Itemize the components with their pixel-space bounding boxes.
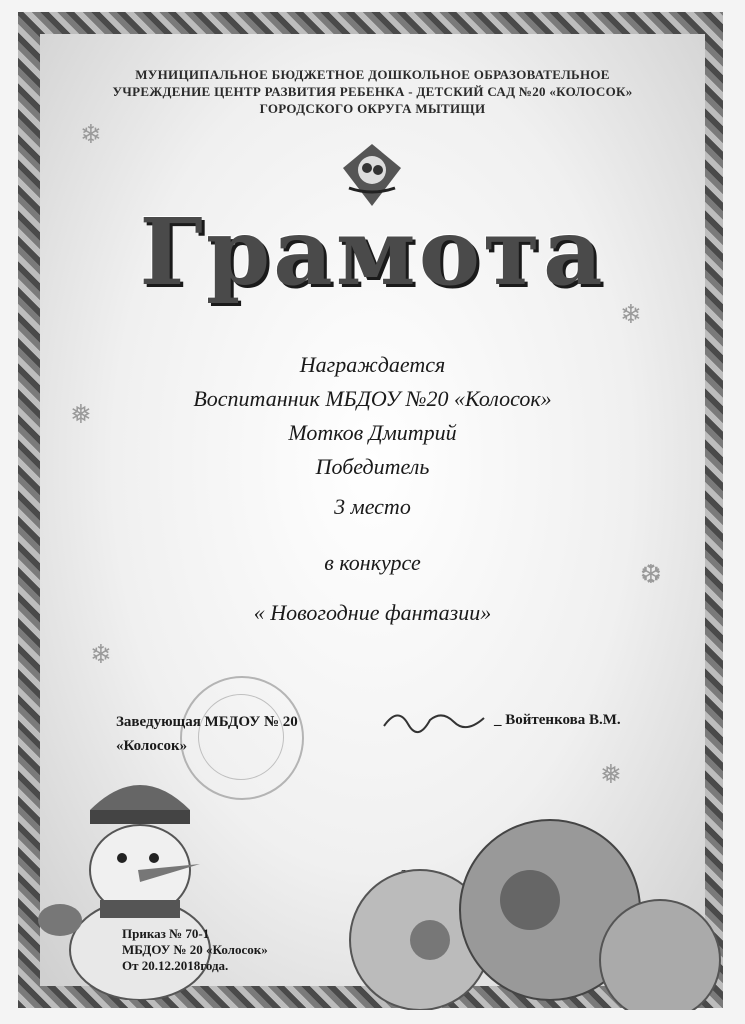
snowflake-icon: ❄ (90, 640, 112, 669)
award-line-pupil: Воспитанник МБДОУ №20 «Колосок» (193, 386, 552, 411)
org-line-2: УЧРЕЖДЕНИЕ ЦЕНТР РАЗВИТИЯ РЕБЕНКА - ДЕТСКИЙ САД №20 «КОЛОСОК» (112, 84, 633, 99)
award-line-contest: в конкурсе (324, 550, 421, 575)
award-line-contest-name: « Новогодние фантазии» (253, 600, 492, 625)
org-line-3: ГОРОДСКОГО ОКРУГА МЫТИЩИ (259, 101, 486, 116)
signatory-name: _ Войтенкова В.М. (494, 712, 621, 728)
order-date: От 20.12.2018года. (122, 958, 229, 973)
snowflake-icon: ❅ (600, 760, 622, 789)
award-line-name: Мотков Дмитрий (288, 420, 457, 445)
org-line-1: МУНИЦИПАЛЬНОЕ БЮДЖЕТНОЕ ДОШКОЛЬНОЕ ОБРАЗОВАТЕЛЬНОЕ (135, 67, 610, 82)
order-number: Приказ № 70-1 (122, 926, 210, 941)
snowflake-icon: ❄ (80, 120, 102, 149)
organization-header (60, 66, 685, 117)
certificate-title: Грамота (139, 198, 606, 306)
order-org: МБДОУ № 20 «Колосок» (122, 942, 268, 957)
award-line-winner: Победитель (315, 454, 430, 479)
snowflake-icon: ❆ (640, 560, 662, 589)
snowflake-icon: ❅ (70, 400, 92, 429)
signatory-position-2: «Колосок» (116, 738, 188, 754)
christmas-ornaments (330, 800, 730, 1010)
signatory-position: Заведующая МБДОУ № 20 (116, 714, 298, 730)
award-line-place: 3 место (334, 494, 411, 519)
handwritten-signature (380, 700, 490, 740)
snowflake-icon: ❄ (620, 300, 642, 329)
award-line-awarded: Награждается (299, 352, 446, 377)
